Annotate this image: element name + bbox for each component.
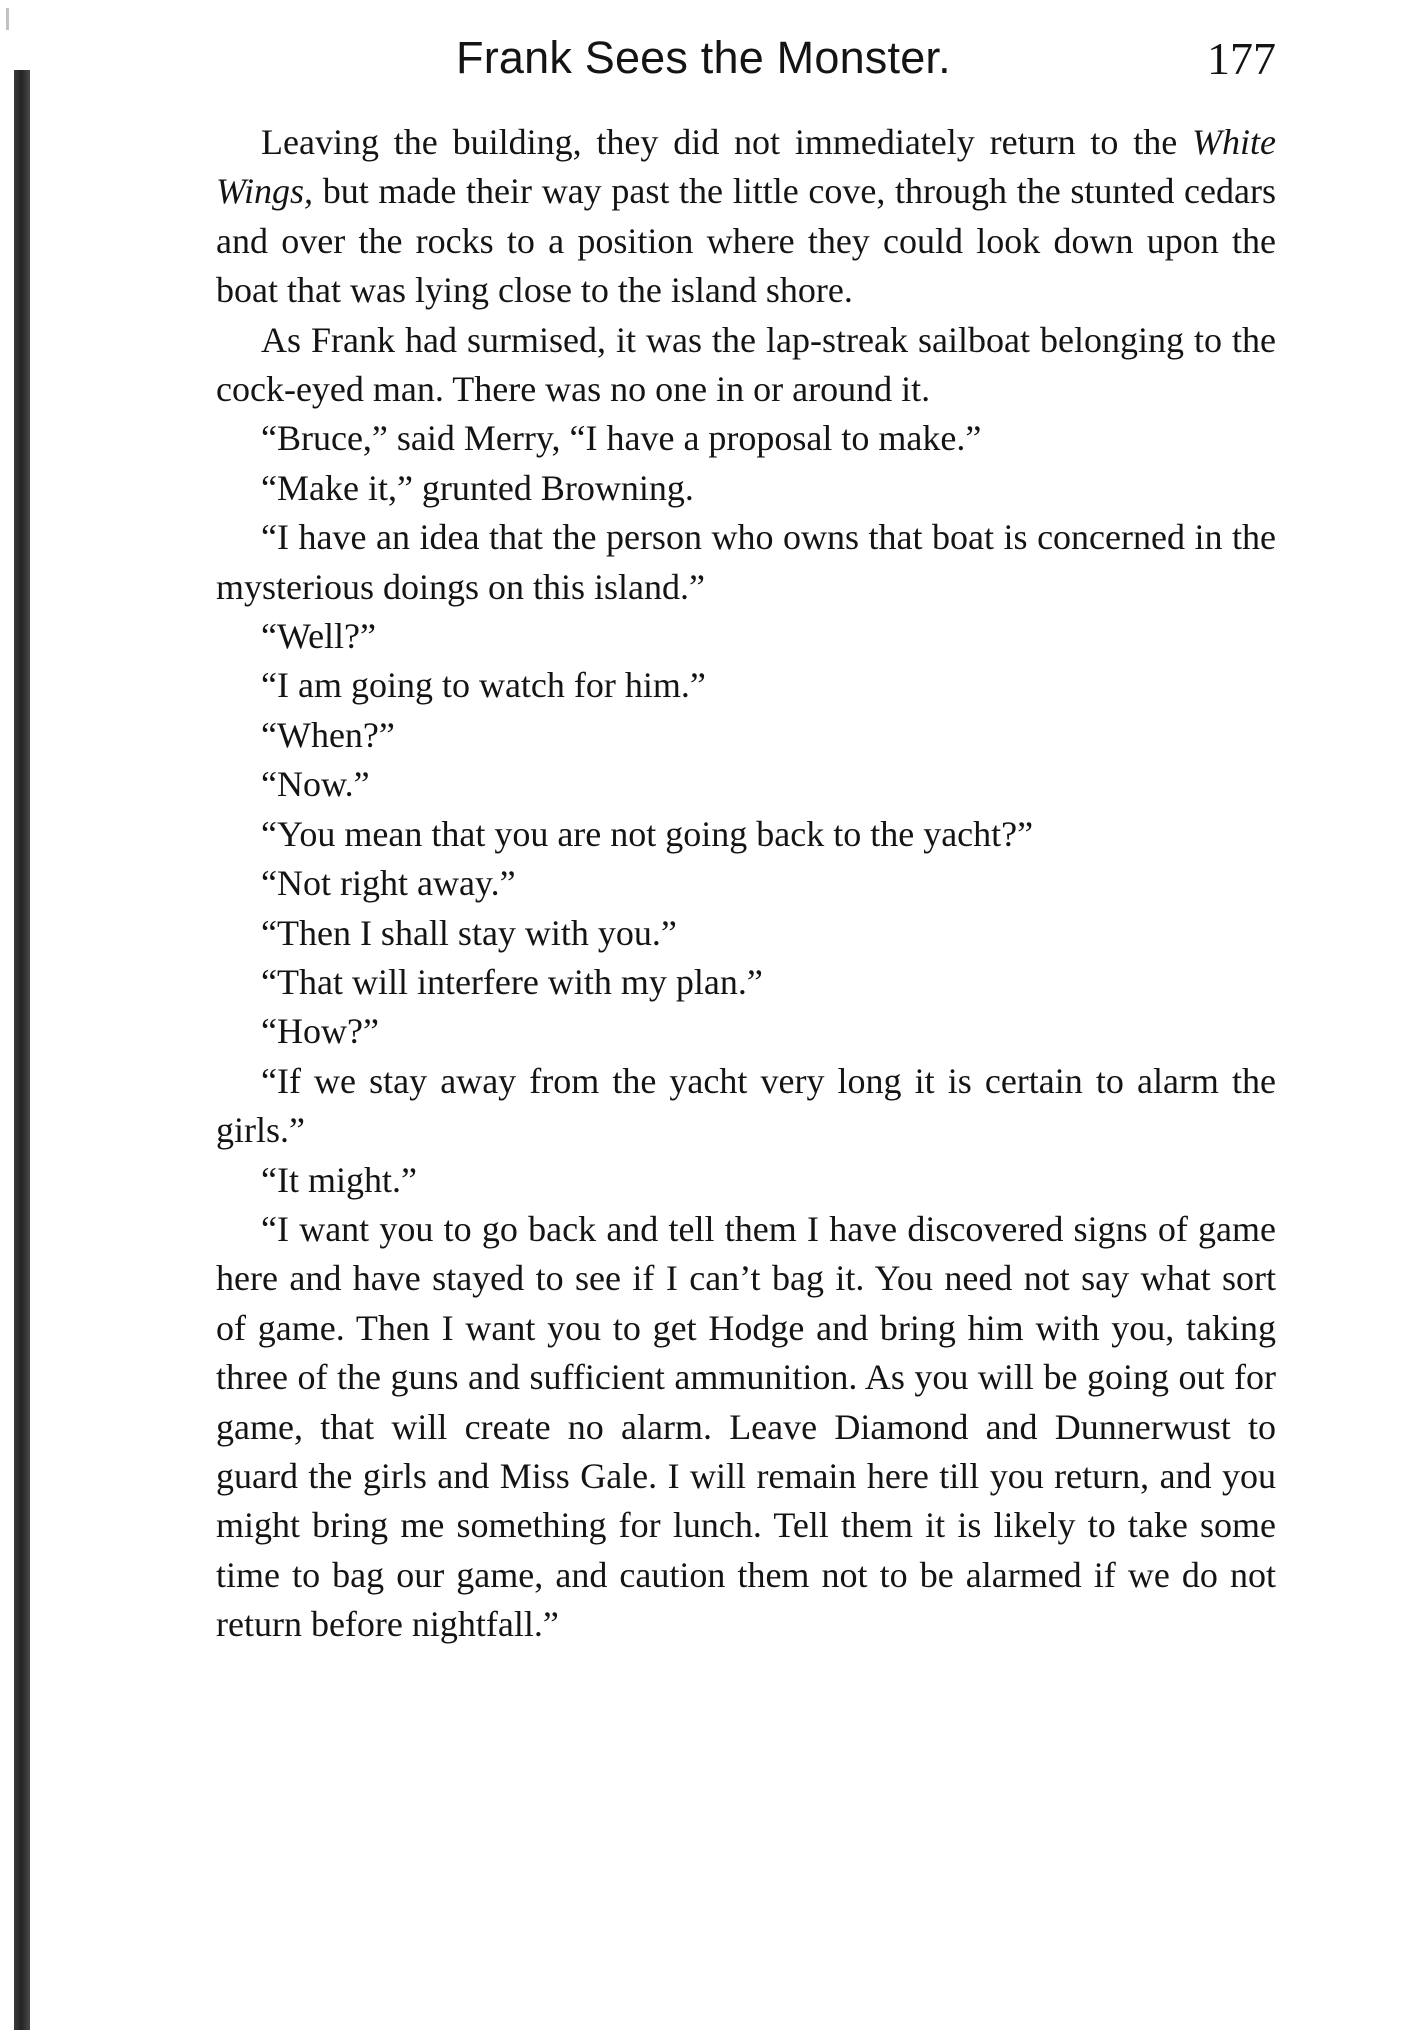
body-text xyxy=(216,118,1276,1650)
dialogue-line: “You mean that you are not going back to the yacht?” xyxy=(261,813,1034,854)
running-title: Frank Sees the Monster. xyxy=(456,32,951,83)
dialogue-line: “Not right away.” xyxy=(261,863,516,904)
paragraph-text: Leaving the building, they did not immediately return to the xyxy=(261,122,1193,162)
paragraph-text: but made their way past the little cove, through the stunted cedars and over the rocks to a position where they could look down upon the boat that was lying close to the island shore. xyxy=(216,171,1276,311)
dialogue-line: “Now.” xyxy=(261,764,370,805)
dialogue-line: “If we stay away from the yacht very long it is certain to alarm the girls.” xyxy=(216,1060,1276,1151)
dialogue-line: “Well?” xyxy=(261,616,377,657)
page-header xyxy=(216,26,1276,96)
page-binding-edge xyxy=(14,70,30,2030)
dialogue-line: “It might.” xyxy=(261,1159,417,1200)
dialogue-line: “I am going to watch for him.” xyxy=(261,665,706,706)
dialogue-line: “Then I shall stay with you.” xyxy=(261,912,677,953)
dialogue-line: “That will interfere with my plan.” xyxy=(261,961,763,1002)
dialogue-line: “How?” xyxy=(261,1011,379,1052)
dialogue-line: “When?” xyxy=(261,714,395,755)
dialogue-line: “Bruce,” said Merry, “I have a proposal to make.” xyxy=(261,418,982,459)
paragraph: As Frank had surmised, it was the lap-streak sailboat belonging to the cock-eyed man. There was no one in or around it. xyxy=(216,319,1276,410)
dialogue-line: “I have an idea that the person who owns that boat is concerned in the mysterious doings on this island.” xyxy=(216,517,1276,607)
paragraph xyxy=(216,118,1276,316)
dialogue-line: “I want you to go back and tell them I have discovered signs of game here and have stayed to see if I can’t bag it. You need not say what sort of game. Then I want you to get Hodge and bring him with you, taking three of the guns and sufficient ammunition. As you will be going out for game, that will create no alarm. Leave Diamond and Dunnerwust to guard the girls and Miss Gale. I will remain here till you return, and you might bring me something for lunch. Tell them it is likely to take some time to bag our game, and caution them not to be alarmed if we do not return before nightfall.” xyxy=(216,1208,1276,1645)
scan-speck xyxy=(6,8,9,30)
page-number: 177 xyxy=(1207,33,1276,84)
dialogue-line: “Make it,” grunted Browning. xyxy=(261,467,694,508)
ship-name: White Wings, xyxy=(216,122,1276,212)
